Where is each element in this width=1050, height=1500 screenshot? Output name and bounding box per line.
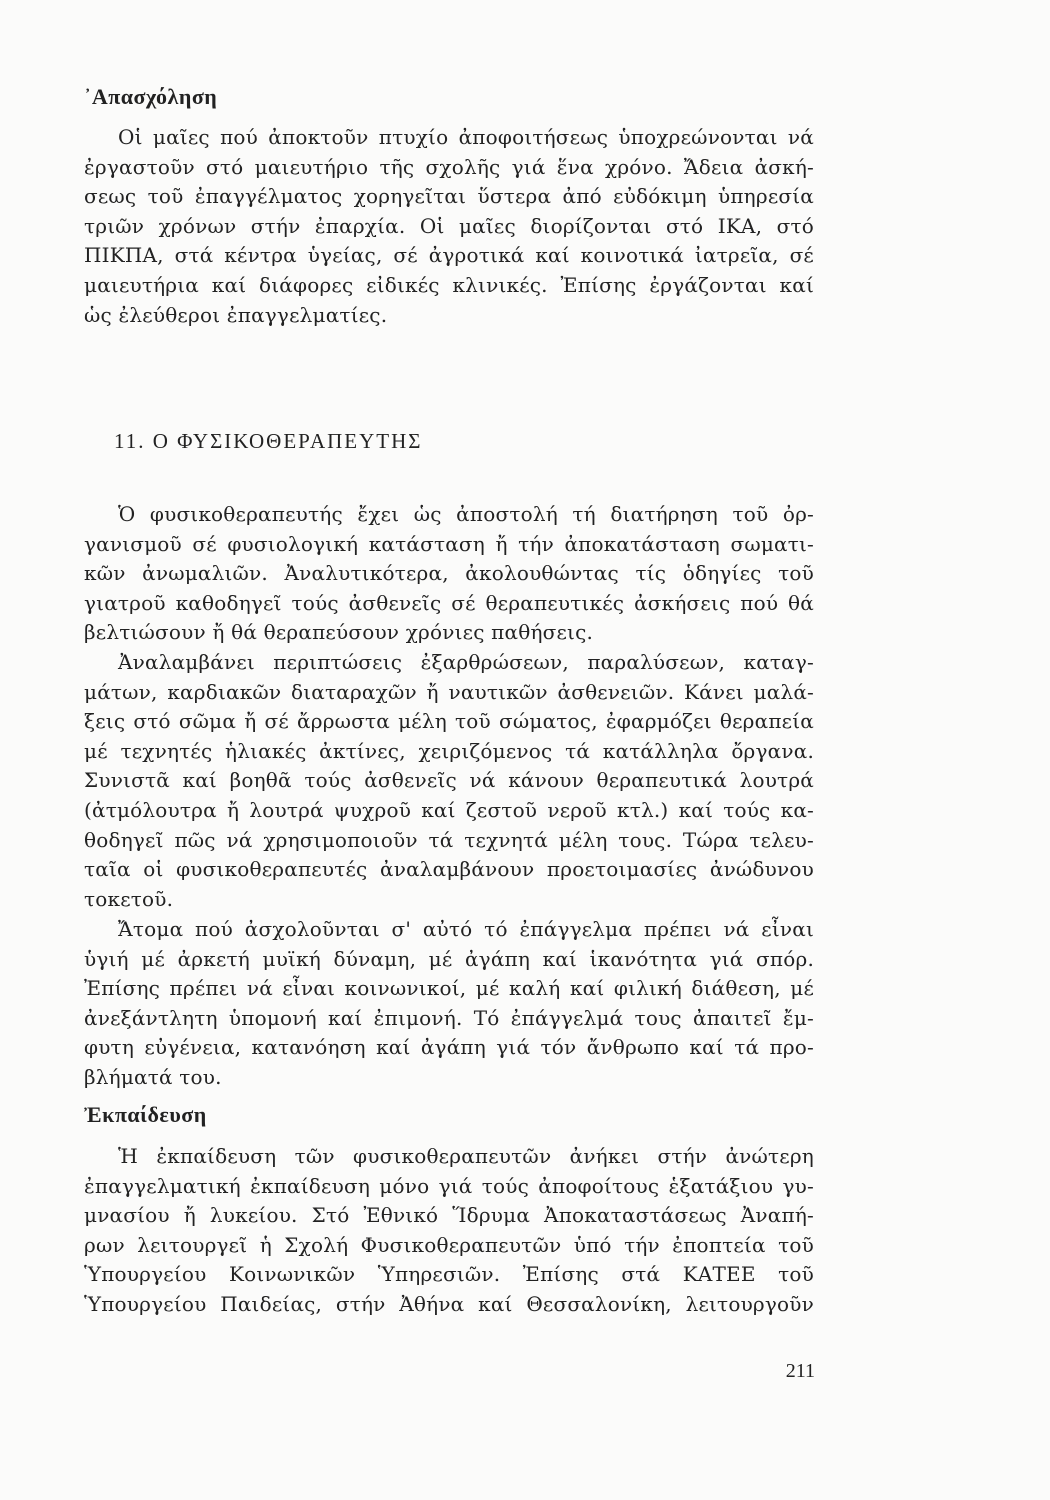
text-line: Ἀναλαμβάνει περιπτώσεις ἐξαρθρώσεων, παραλύσεων, καταγ- <box>118 650 814 674</box>
heading-apasxolisi: ᾿Απασχόληση <box>84 84 218 109</box>
paragraph-ekpaideusi <box>84 1142 814 1320</box>
text-line: Συνιστᾶ καί βοηθᾶ τούς ἀσθενεῖς νά κάνουν θεραπευτικά λουτρά <box>84 768 814 793</box>
text-line: γιατροῦ καθοδηγεῖ τούς ἀσθενεῖς σέ θεραπευτικές ἀσκήσεις πού θά <box>84 590 814 615</box>
text-line: ὡς ἐλεύθεροι ἐπαγγελματίες. <box>84 302 388 327</box>
text-line: ἐπαγγελματική ἐκπαίδευση μόνο γιά τούς ἀποφοίτους ἑξατάξιου γυ- <box>84 1173 814 1198</box>
text-line: Οἱ μαῖες πού ἀποκτοῦν πτυχίο ἀποφοιτήσεως ὑποχρεώνονται νά <box>118 125 814 149</box>
text-line: μέ τεχνητές ἡλιακές ἀκτίνες, χειριζόμενος τά κατάλληλα ὄργανα. <box>84 738 814 763</box>
text-line: ἐργαστοῦν στό μαιευτήριο τῆς σχολῆς γιά ἕνα χρόνο. Ἄδεια ἀσκή- <box>84 154 814 179</box>
text-line: τοκετοῦ. <box>84 886 174 911</box>
paragraph-3 <box>84 915 814 1093</box>
text-line: βλήματά του. <box>84 1064 222 1089</box>
text-line: σεως τοῦ ἐπαγγέλματος χορηγεῖται ὕστερα ἀπό εὐδόκιμη ὑπηρεσία <box>84 184 814 209</box>
text-line: ἀνεξάντλητη ὑπομονή καί ἐπιμονή. Τό ἐπάγγελμά τους ἀπαιτεῖ ἔμ- <box>84 1005 814 1030</box>
text-line: γανισμοῦ σέ φυσιολογική κατάσταση ἤ τήν ἀποκατάσταση σωματι- <box>84 531 814 556</box>
paragraph-apasxolisi <box>84 123 814 330</box>
text-line: Ὑπουργείου Κοινωνικῶν Ὑπηρεσιῶν. Ἐπίσης στά ΚΑΤΕΕ τοῦ <box>84 1262 814 1287</box>
text-line: μνασίου ἤ λυκείου. Στό Ἐθνικό Ἵδρυμα Ἀποκαταστάσεως Ἀναπή- <box>84 1203 814 1228</box>
text-line: ρων λειτουργεῖ ἡ Σχολή Φυσικοθεραπευτῶν ὑπό τήν ἐποπτεία τοῦ <box>84 1232 814 1257</box>
page-number: 211 <box>785 1360 815 1382</box>
text-line: κῶν ἀνωμαλιῶν. Ἀναλυτικότερα, ἀκολουθώντας τίς ὁδηγίες τοῦ <box>84 561 814 586</box>
text-line: ταῖα οἱ φυσικοθεραπευτές ἀναλαμβάνουν προετοιμασίες ἀνώδυνου <box>84 857 814 882</box>
text-line: ΠΙΚΠΑ, στά κέντρα ὑγείας, σέ ἀγροτικά καί κοινοτικά ἰατρεῖα, σέ <box>84 243 814 268</box>
text-line: Ἐπίσης πρέπει νά εἶναι κοινωνικοί, μέ καλή καί φιλική διάθεση, μέ <box>84 976 814 1001</box>
text-line: Ἡ ἐκπαίδευση τῶν φυσικοθεραπευτῶν ἀνήκει στήν ἀνώτερη <box>118 1144 814 1168</box>
text-line: ξεις στό σῶμα ἤ σέ ἄρρωστα μέλη τοῦ σώματος, ἐφαρμόζει θεραπεία <box>84 709 814 734</box>
text-line: Ἄτομα πού ἀσχολοῦνται σ' αὐτό τό ἐπάγγελμα πρέπει νά εἶναι <box>118 917 814 941</box>
paragraph-1 <box>84 500 814 648</box>
text-line: (ἀτμόλουτρα ἤ λουτρά ψυχροῦ καί ζεστοῦ νεροῦ κτλ.) καί τούς κα- <box>84 797 814 822</box>
section-title: 11. Ο ΦΥΣΙΚΟΘΕΡΑΠΕΥΤΗΣ <box>114 429 423 453</box>
text-line: μαιευτήρια καί διάφορες εἰδικές κλινικές. Ἐπίσης ἐργάζονται καί <box>84 272 814 297</box>
text-line: Ὑπουργείου Παιδείας, στήν Ἀθήνα καί Θεσσαλονίκη, λειτουργοῦν <box>84 1291 814 1316</box>
text-line: βελτιώσουν ἤ θά θεραπεύσουν χρόνιες παθήσεις. <box>84 620 594 645</box>
paragraph-2 <box>84 648 814 914</box>
text-line: φυτη εὐγένεια, κατανόηση καί ἀγάπη γιά τόν ἄνθρωπο καί τά προ- <box>84 1035 814 1060</box>
text-line: θοδηγεῖ πῶς νά χρησιμοποιοῦν τά τεχνητά μέλη τους. Τώρα τελευ- <box>84 827 814 852</box>
text-line: ὑγιή μέ ἀρκετή μυϊκή δύναμη, μέ ἀγάπη καί ἱκανότητα γιά σπόρ. <box>84 946 814 971</box>
text-line: Ὁ φυσικοθεραπευτής ἔχει ὡς ἀποστολή τή διατήρηση τοῦ ὀρ- <box>118 502 814 526</box>
heading-ekpaideusi: Ἐκπαίδευση <box>84 1102 207 1127</box>
text-line: τριῶν χρόνων στήν ἐπαρχία. Οἱ μαῖες διορίζονται στό ΙΚΑ, στό <box>84 213 814 238</box>
text-line: μάτων, καρδιακῶν διαταραχῶν ἤ ναυτικῶν ἀσθενειῶν. Κάνει μαλά- <box>84 679 814 704</box>
